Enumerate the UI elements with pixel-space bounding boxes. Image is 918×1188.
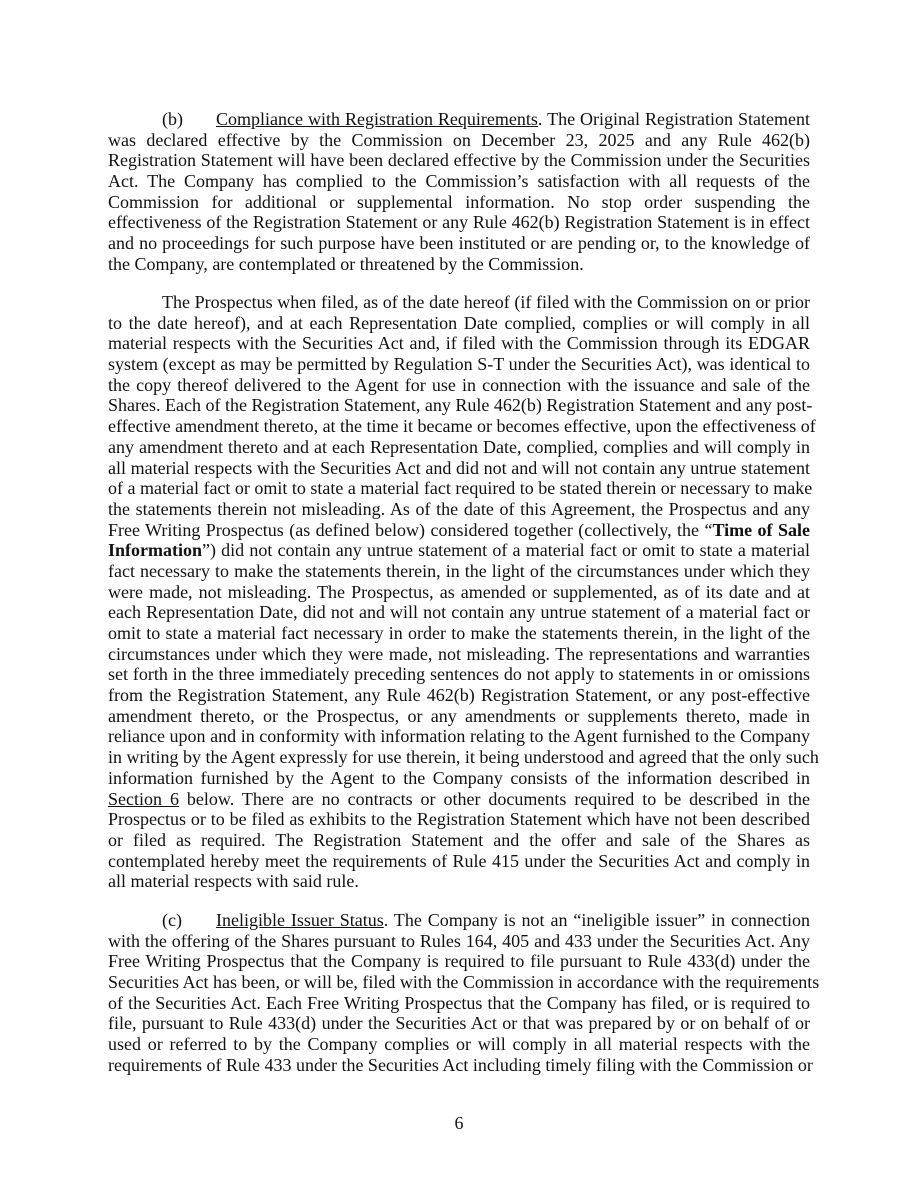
text-line: [108, 130, 810, 151]
text-segment: used or referred to by the Company complies or will comply in all material respects with the: [108, 1034, 810, 1055]
underlined-heading: Section 6: [108, 788, 179, 809]
text-line: [108, 951, 810, 972]
text-line: [108, 561, 810, 582]
text-line: [108, 726, 810, 747]
text-line: [108, 851, 810, 872]
bold-term: Information: [108, 540, 202, 561]
paragraph-prospectus: [108, 292, 819, 892]
text-line: [108, 871, 810, 892]
text-line: [108, 499, 810, 520]
text-line: [108, 664, 810, 685]
text-line: [108, 993, 810, 1014]
text-segment: file, pursuant to Rule 433(d) under the Securities Act or that was prepared by or on behalf of or: [108, 1013, 810, 1034]
text-segment: . The Original Registration Statement: [537, 109, 810, 129]
text-segment: requirements of Rule 433 under the Securities Act including timely filing with the Commission or: [108, 1054, 813, 1075]
text-segment: were made, not misleading. The Prospectus, as amended or supplemented, as of its date and at: [108, 581, 810, 602]
text-segment: material respects with the Securities Act and, if filed with the Commission through its EDGAR: [108, 333, 810, 354]
text-line: [108, 150, 810, 171]
paragraph-c-ineligible-issuer: [108, 910, 820, 1076]
underlined-heading: Compliance with Registration Requirements: [216, 109, 538, 129]
text-segment: Securities Act has been, or will be, filed with the Commission in accordance with the requirements: [108, 972, 820, 993]
bold-term: Time of Sale: [712, 519, 810, 540]
text-line: [108, 375, 810, 396]
text-line: [108, 706, 810, 727]
text-line: [108, 685, 810, 706]
text-line: [108, 333, 810, 354]
text-line: [108, 644, 810, 665]
text-segment: to the date hereof), and at each Representation Date complied, complies or will comply in all: [108, 312, 810, 333]
text-line: [108, 192, 810, 213]
text-line: [108, 1034, 810, 1055]
underlined-heading: Ineligible Issuer Status: [216, 910, 384, 930]
text-segment: of a material fact or omit to state a material fact required to be stated therein or necessary to make: [108, 478, 813, 499]
text-segment: contemplated hereby meet the requirements of Rule 415 under the Securities Act and comply in: [108, 850, 810, 871]
text-line: [108, 931, 810, 952]
text-line: [108, 395, 813, 416]
text-line: [108, 354, 810, 375]
paragraph-b-compliance: [108, 109, 810, 275]
text-line: [108, 910, 810, 931]
text-segment: . The Company is not an “ineligible issuer” in connection: [383, 910, 810, 930]
text-segment: Prospectus or to be filed as exhibits to the Registration Statement which have not been described: [108, 809, 810, 830]
text-line: [108, 109, 810, 130]
text-segment: Registration Statement will have been declared effective by the Commission under the Securities: [108, 150, 810, 171]
text-segment: Shares. Each of the Registration Statement, any Rule 462(b) Registration Statement and any post-: [108, 395, 813, 416]
text-segment: fact necessary to make the statements therein, in the light of the circumstances under which they: [108, 560, 810, 581]
text-line: [108, 212, 810, 233]
text-segment: with the offering of the Shares pursuant to Rules 164, 405 and 433 under the Securities Act. Any: [108, 930, 810, 951]
text-segment: any amendment thereto and at each Representation Date, complied, complies and will comply in: [108, 436, 810, 457]
text-segment: or filed as required. The Registration Statement and the offer and sale of the Shares as: [108, 829, 810, 850]
text-segment: the copy thereof delivered to the Agent for use in connection with the issuance and sale of the: [108, 374, 810, 395]
text-segment: was declared effective by the Commission on December 23, 2025 and any Rule 462(b): [108, 129, 810, 150]
text-segment: Free Writing Prospectus that the Company is required to file pursuant to Rule 433(d) under the: [108, 951, 810, 972]
text-line: [108, 1054, 813, 1076]
text-segment: from the Registration Statement, any Rule 462(b) Registration Statement, or any post-effective: [108, 685, 810, 706]
text-line: [108, 292, 810, 313]
text-segment: and no proceedings for such purpose have been instituted or are pending or, to the knowledge of: [108, 233, 810, 254]
text-segment: of the Securities Act. Each Free Writing Prospectus that the Company has filed, or is required to: [108, 992, 810, 1013]
text-line: [108, 789, 810, 810]
text-segment: ”) did not contain any untrue statement of a material fact or omit to state a material: [202, 540, 810, 561]
text-line: [108, 233, 810, 254]
text-segment: effectiveness of the Registration Statement or any Rule 462(b) Registration Statement is in effect: [108, 212, 810, 233]
text-segment: all material respects with said rule.: [108, 871, 359, 892]
text-segment: in writing by the Agent expressly for use therein, it being understood and agreed that the only such: [108, 747, 819, 768]
text-segment: Free Writing Prospectus (as defined below) considered together (collectively, the “: [108, 519, 713, 540]
section-label: (c): [162, 910, 182, 930]
text-segment: amendment thereto, or the Prospectus, or any amendments or supplements thereto, made in: [108, 705, 810, 726]
text-segment: information furnished by the Agent to the Company consists of the information described in: [108, 767, 810, 788]
text-line: [108, 313, 810, 334]
text-line: [108, 602, 810, 623]
text-line: [108, 747, 819, 768]
text-segment: omit to state a material fact necessary in order to make the statements therein, in the light of the: [108, 623, 810, 643]
text-segment: each Representation Date, did not and will not contain any untrue statement of a material fact or: [108, 602, 810, 623]
text-segment: all material respects with the Securities Act and did not and will not contain any untrue statement: [108, 457, 810, 478]
text-line: [108, 520, 810, 541]
text-segment: effective amendment thereto, at the time it became or becomes effective, upon the effectiveness of: [108, 416, 816, 437]
text-segment: the statements therein not misleading. As of the date of this Agreement, the Prospectus and any: [108, 498, 810, 519]
text-segment: the Company, are contemplated or threatened by the Commission.: [108, 253, 584, 274]
text-line: [108, 582, 810, 603]
text-line: [108, 1013, 810, 1034]
text-segment: The Prospectus when filed, as of the date hereof (if filed with the Commission on or prior: [162, 292, 810, 312]
text-segment: Act. The Company has complied to the Commission’s satisfaction with all requests of the: [108, 171, 810, 192]
text-line: [108, 623, 810, 644]
text-line: [108, 768, 810, 789]
text-segment: reliance upon and in conformity with information relating to the Agent furnished to the Company: [108, 726, 810, 747]
text-line: [108, 171, 810, 192]
text-line: [108, 458, 810, 479]
text-line: [108, 540, 810, 561]
text-segment: Commission for additional or supplemental information. No stop order suspending the: [108, 191, 810, 212]
text-segment: set forth in the three immediately preceding sentences do not apply to statements in or omissions: [108, 664, 810, 685]
text-segment: system (except as may be permitted by Regulation S-T under the Securities Act), was identical to: [108, 354, 810, 375]
text-line: [108, 416, 816, 437]
text-line: [108, 437, 810, 458]
text-segment: below. There are no contracts or other documents required to be described in the: [178, 788, 810, 809]
text-line: [108, 254, 810, 275]
text-line: [108, 478, 813, 499]
section-label: (b): [162, 109, 183, 129]
text-line: [108, 809, 810, 830]
text-segment: circumstances under which they were made, not misleading. The representations and warranties: [108, 643, 810, 664]
text-line: [108, 972, 820, 993]
page-number: 6: [454, 1113, 464, 1133]
text-line: [108, 830, 810, 851]
